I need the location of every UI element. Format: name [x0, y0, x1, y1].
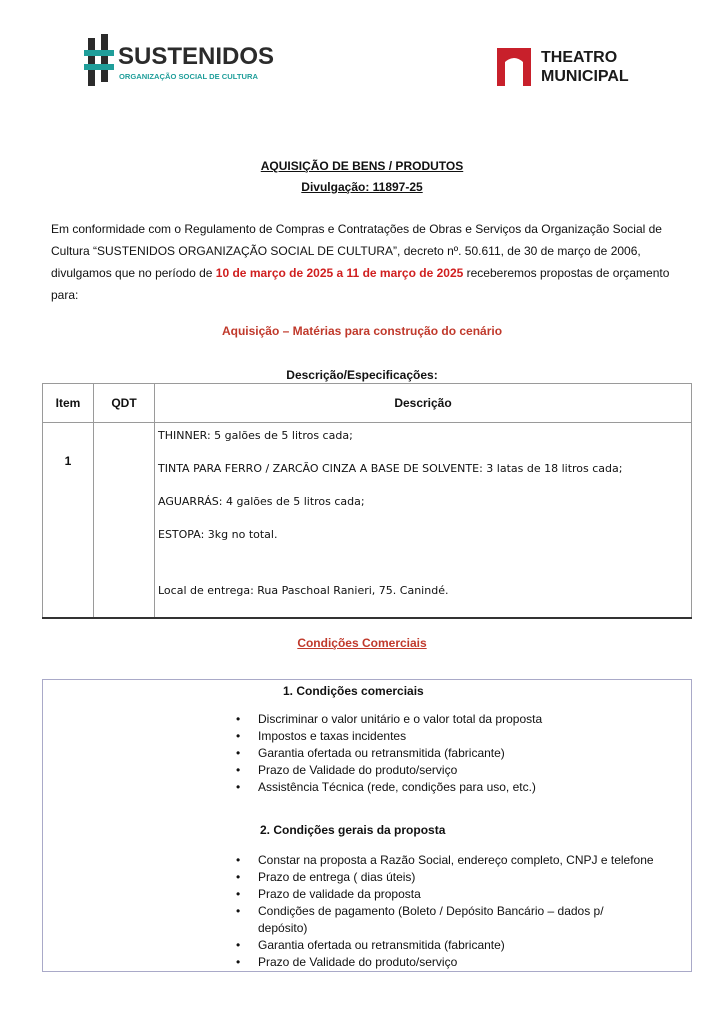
theatre-arch-icon: [497, 48, 531, 86]
description-line: TINTA PARA FERRO / ZARCÃO CINZA A BASE DE SOLVENTE: 3 latas de 18 litros cada;: [158, 462, 623, 475]
item-description: [155, 423, 692, 619]
list-item: • Prazo de Validade do produto/serviço: [236, 954, 656, 971]
section-1-list: [236, 711, 656, 796]
list-item: • Prazo de Validade do produto/serviço: [236, 762, 656, 779]
section-1-heading: 1. Condições comerciais: [283, 684, 424, 698]
intro-text-end: receberemos propostas de orçamento para:: [51, 266, 670, 302]
header-description: Descrição: [155, 384, 692, 423]
description-line: ESTOPA: 3kg no total.: [158, 528, 278, 541]
logo-line2: MUNICIPAL: [541, 68, 629, 85]
list-item: • Garantia ofertada ou retransmitida (fabricante): [236, 937, 656, 954]
header-item: Item: [43, 384, 94, 423]
list-item: • Discriminar o valor unitário e o valor total da proposta: [236, 711, 656, 728]
list-item: • Garantia ofertada ou retransmitida (fabricante): [236, 745, 656, 762]
conditions-box: [42, 679, 692, 972]
item-number: 1: [43, 423, 94, 619]
description-line: AGUARRÁS: 4 galões de 5 litros cada;: [158, 495, 365, 508]
document-title: AQUISIÇÃO DE BENS / PRODUTOS: [260, 159, 464, 173]
table-header-row: [43, 384, 692, 423]
logo-line1: THEATRO: [541, 49, 618, 66]
table-row: [43, 423, 692, 619]
header-qdt: QDT: [94, 384, 155, 423]
list-item: • Assistência Técnica (rede, condições para uso, etc.): [236, 779, 656, 796]
list-item: • Impostos e taxas incidentes: [236, 728, 656, 745]
description-line: THINNER: 5 galões de 5 litros cada;: [158, 429, 353, 442]
item-qdt: [94, 423, 155, 619]
spec-heading: Descrição/Especificações:: [286, 368, 438, 382]
acquisition-subject: Aquisição – Matérias para construção do cenário: [221, 324, 503, 338]
list-item: • Prazo de entrega ( dias úteis): [236, 869, 656, 886]
intro-text-start: Em conformidade com o Regulamento de Compras e Contratações de Obras e Serviços da Organização Social de Cultura “SUSTENIDOS ORGANIZAÇÃO SOCIAL DE CULTURA”, decreto nº. 50.611, de 30 de março de 2006, divulgamos que no período de: [51, 222, 662, 280]
list-item: • Condições de pagamento (Boleto / Depósito Bancário – dados p/ depósito): [236, 903, 656, 937]
theatro-municipal-logo: [493, 42, 683, 90]
logo-name: SUSTENIDOS: [118, 43, 275, 70]
divulgacao-number: Divulgação: 11897-25: [301, 180, 423, 194]
sustenidos-logo: [84, 34, 284, 90]
logo-tagline: ORGANIZAÇÃO SOCIAL DE CULTURA: [119, 72, 258, 81]
intro-paragraph: [51, 218, 681, 306]
section-2-list: [236, 852, 656, 971]
hash-mark-icon: [84, 34, 114, 86]
commercial-conditions-title: Condições Comerciais: [297, 636, 427, 650]
specification-table: [42, 383, 692, 619]
list-item: • Prazo de validade da proposta: [236, 886, 656, 903]
list-item: • Constar na proposta a Razão Social, endereço completo, CNPJ e telefone: [236, 852, 656, 869]
section-2-heading: 2. Condições gerais da proposta: [260, 823, 446, 837]
delivery-location: Local de entrega: Rua Paschoal Ranieri, 75. Canindé.: [158, 584, 449, 597]
intro-period: 10 de março de 2025 a 11 de março de 2025: [215, 266, 464, 280]
